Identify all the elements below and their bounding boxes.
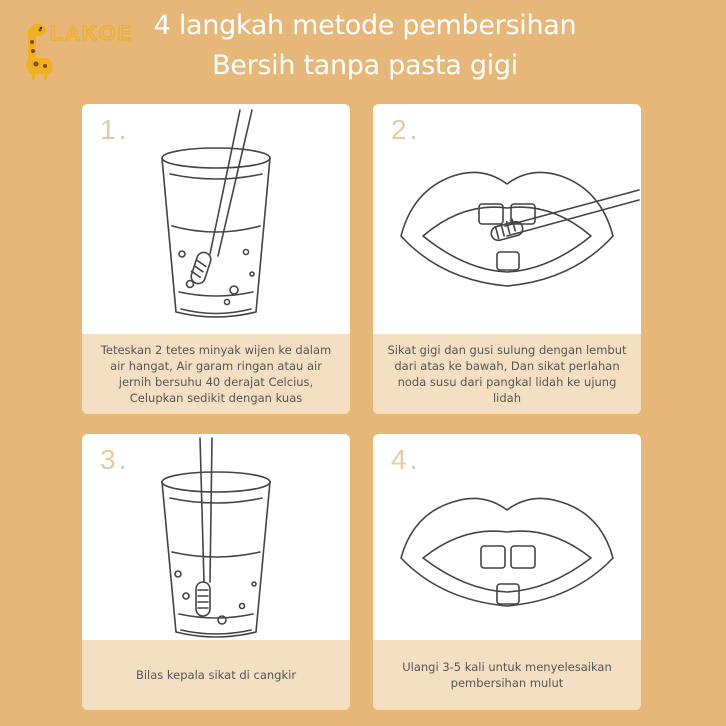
page-title-line1: 4 langkah metode pembersihan — [153, 10, 577, 41]
step-number: 2. — [391, 114, 421, 145]
step-card-1 — [82, 104, 350, 414]
step-card-2 — [373, 104, 641, 414]
step-number: 4. — [391, 444, 421, 475]
step-number: 3. — [100, 444, 130, 475]
logo-text: LAKOE — [50, 22, 134, 45]
step-caption: Bilas kepala sikat di cangkir — [82, 640, 350, 710]
mouth-brushing-icon — [373, 104, 641, 332]
step-caption: Ulangi 3-5 kali untuk menyelesaikan pembersihan mulut — [373, 640, 641, 710]
step-card-4 — [373, 434, 641, 710]
page-title-line2: Bersih tanpa pasta gigi — [212, 50, 518, 81]
step-caption: Teteskan 2 tetes minyak wijen ke dalam air hangat, Air garam ringan atau air jernih bersuhu 40 derajat Celcius, Celupkan sedikit dengan kuas — [82, 334, 350, 414]
glass-rinse-icon — [82, 434, 350, 662]
step-caption: Sikat gigi dan gusi sulung dengan lembut dari atas ke bawah, Dan sikat perlahan noda susu dari pangkal lidah ke ujung lidah — [373, 334, 641, 414]
clean-mouth-icon — [373, 434, 641, 662]
step-card-3 — [82, 434, 350, 710]
step-number: 1. — [100, 114, 130, 145]
glass-with-brush-icon — [82, 104, 350, 332]
